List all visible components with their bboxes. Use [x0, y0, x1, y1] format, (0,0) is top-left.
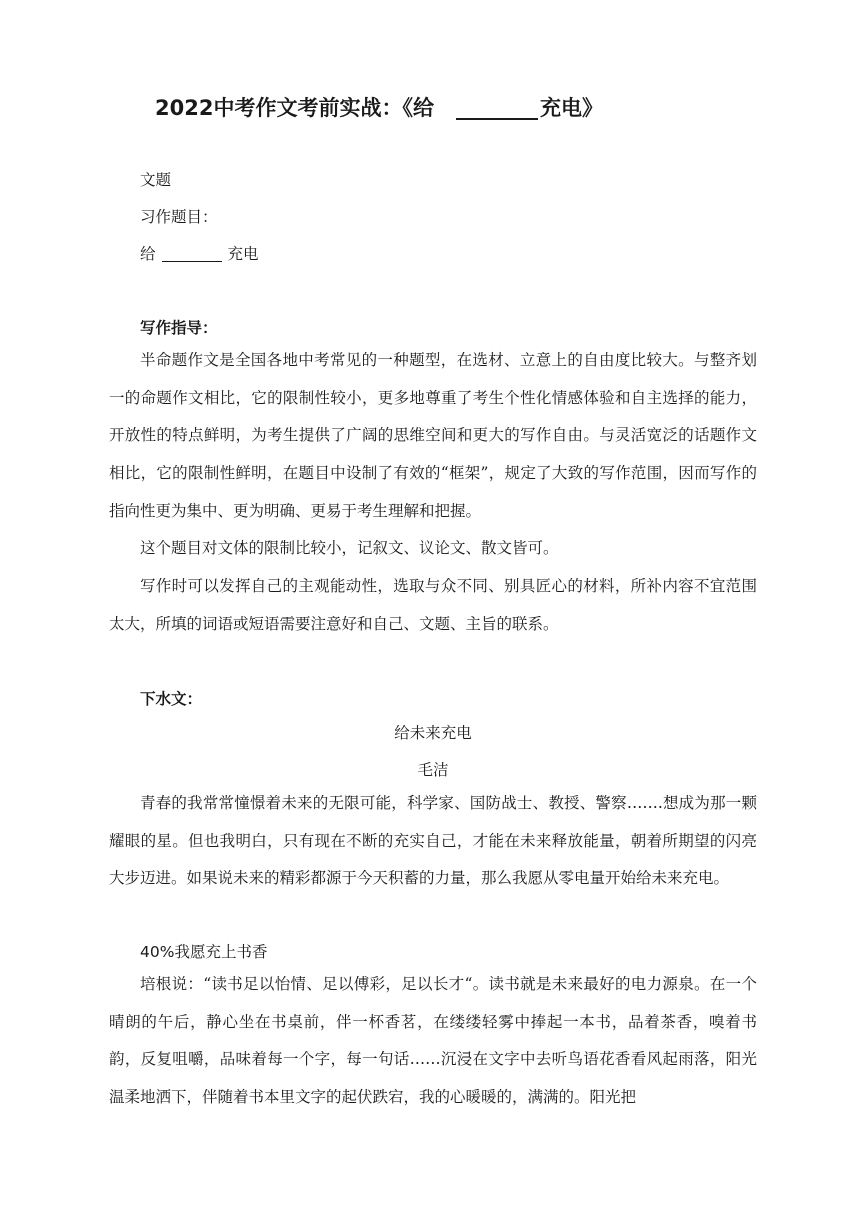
guidance-paragraph-1: 半命题作文是全国各地中考常见的一种题型，在选材、立意上的自由度比较大。与整齐划一的命题作文相比，它的限制性较小，更多地尊重了考生个性化情感体验和自主选择的能力，开放性的特点鲜明，为考生提供了广阔的思维空间和更大的写作自由。与灵活宽泛的话题作文相比，它的限制性鲜明，在题目中设制了有效的“框架”，规定了大致的写作范围，因而写作的指向性更为集中、更为明确、更易于考生理解和把握。 — [109, 351, 757, 520]
guidance-heading: 写作指导： — [140, 319, 218, 337]
title-prefix: 2022中考作文考前实战：《给 — [155, 96, 434, 120]
document-title — [155, 92, 603, 122]
topic-subtitle: 习作题目： — [140, 208, 218, 226]
prompt-blank-line — [162, 245, 222, 262]
title-blank-line — [456, 96, 538, 120]
essay-section-heading: 40%我愿充上书香 — [140, 943, 268, 961]
prompt-prefix: 给 — [140, 245, 156, 263]
essay-heading: 下水文： — [140, 690, 203, 708]
essay-title: 给未来充电 — [394, 724, 472, 742]
essay-author: 毛洁 — [417, 761, 449, 779]
prompt-suffix: 充电 — [227, 245, 259, 263]
title-suffix: 充电》 — [539, 96, 603, 120]
guidance-paragraph-2: 这个题目对文体的限制比较小，记叙文、议论文、散文皆可。 — [140, 539, 559, 557]
essay-intro-paragraph: 青春的我常常憧憬着未来的无限可能，科学家、国防战士、教授、警察…….想成为那一颗耀眼的星。但也我明白，只有现在不断的充实自己，才能在未来释放能量，朝着所期望的闪亮大步迈进。如果说未来的精彩都源于今天积蓄的力量，那么我愿从零电量开始给未来充电。 — [109, 794, 757, 888]
essay-section-paragraph: 培根说：“读书足以怡情、足以傅彩，足以长才“。读书就是未来最好的电力源泉。在一个晴朗的午后，静心坐在书桌前，伴一杯香茗，在缕缕轻雾中捧起一本书，品着茶香，嗅着书韵，反复咀嚼，品味着每一个字，每一句话……沉浸在文字中去听鸟语花香看风起雨落，阳光温柔地洒下，伴随着书本里文字的起伏跌宕，我的心暖暖的，满满的。阳光把 — [109, 975, 757, 1107]
topic-prompt — [140, 242, 259, 264]
topic-label: 文题 — [140, 171, 172, 189]
guidance-paragraph-3: 写作时可以发挥自己的主观能动性，选取与众不同、别具匠心的材料，所补内容不宜范围太大，所填的词语或短语需要注意好和自己、文题、主旨的联系。 — [109, 577, 757, 633]
